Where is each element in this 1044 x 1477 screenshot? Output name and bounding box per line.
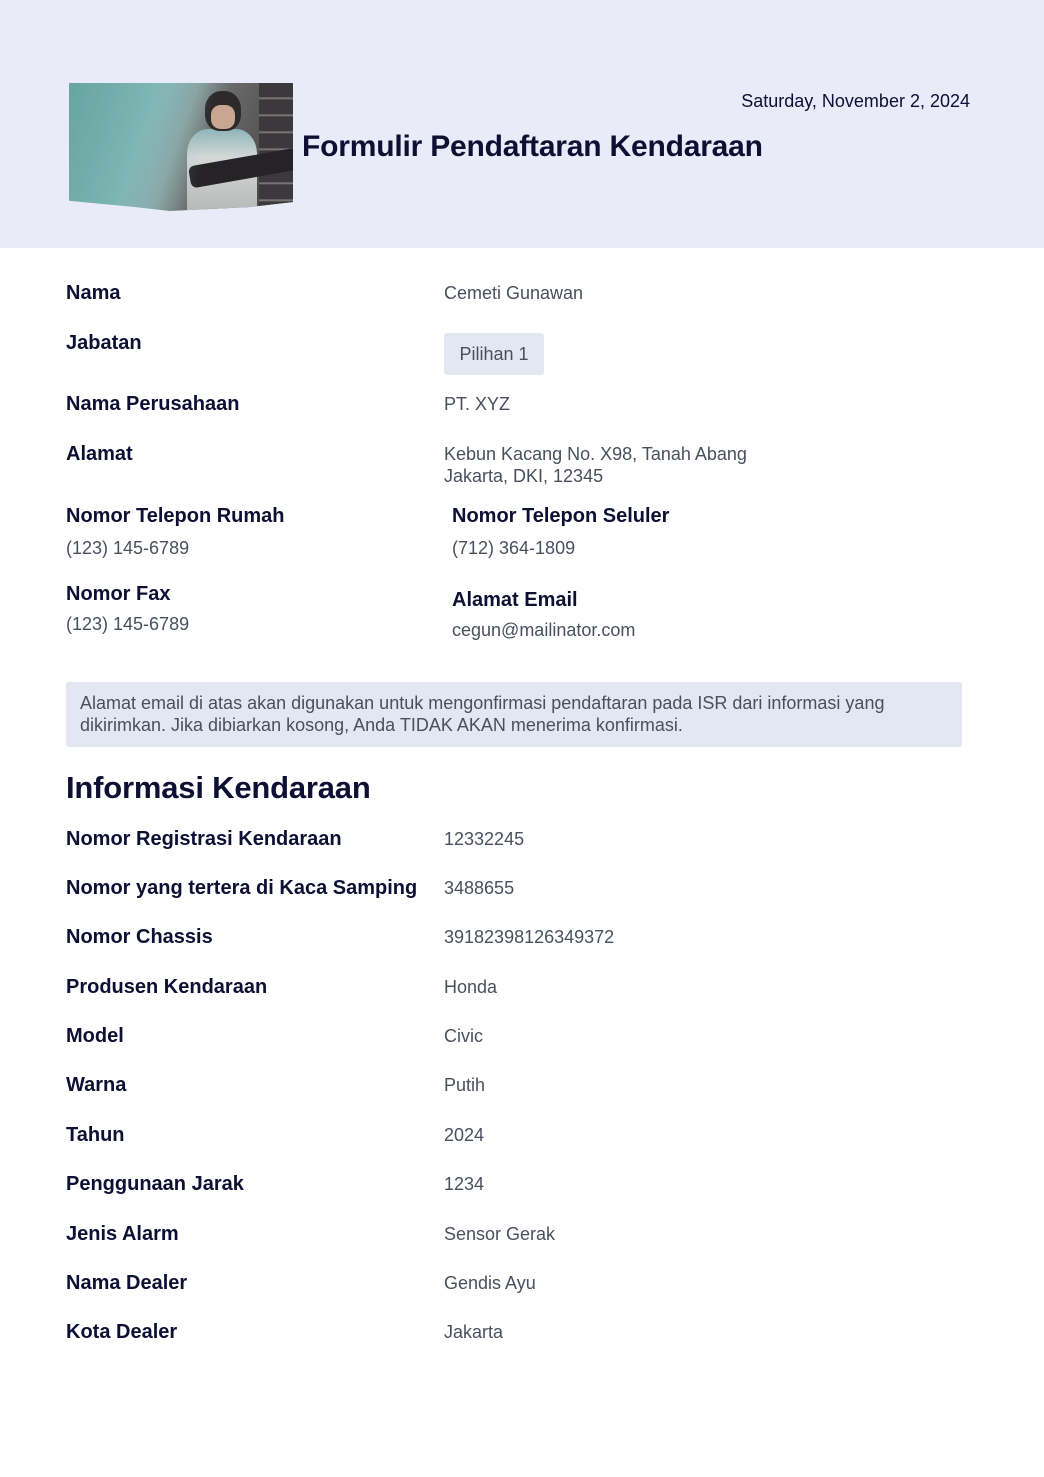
kaca-samping-value: 3488655 xyxy=(444,878,515,898)
jabatan-label: Jabatan xyxy=(66,332,142,354)
warna-label: Warna xyxy=(66,1074,127,1096)
kaca-samping-label: Nomor yang tertera di Kaca Samping xyxy=(66,877,418,899)
email-notice: Alamat email di atas akan digunakan untuk mengonfirmasi pendaftaran pada ISR dari informasi yang dikirimkan. Jika dibiarkan kosong, Anda TIDAK AKAN menerima konfirmasi. xyxy=(66,682,962,747)
telepon-rumah-value: (123) 145-6789 xyxy=(66,538,190,558)
header-photo xyxy=(69,83,293,211)
alamat-line2: Jakarta, DKI, 12345 xyxy=(444,466,604,486)
header-date: Saturday, November 2, 2024 xyxy=(741,91,970,111)
email-label: Alamat Email xyxy=(452,589,578,611)
vehicle-section-title: Informasi Kendaraan xyxy=(66,770,371,805)
jarak-label: Penggunaan Jarak xyxy=(66,1173,244,1195)
chassis-value: 39182398126349372 xyxy=(444,927,615,947)
nama-label: Nama xyxy=(66,282,121,304)
perusahaan-label: Nama Perusahaan xyxy=(66,393,240,415)
jarak-value: 1234 xyxy=(444,1174,485,1194)
photo-overlay xyxy=(69,83,293,211)
alarm-label: Jenis Alarm xyxy=(66,1223,179,1245)
page-title: Formulir Pendaftaran Kendaraan xyxy=(302,130,763,163)
registrasi-value: 12332245 xyxy=(444,829,525,849)
alamat-label: Alamat xyxy=(66,443,133,465)
fax-label: Nomor Fax xyxy=(66,583,171,605)
header-banner xyxy=(0,0,1044,248)
email-value: cegun@mailinator.com xyxy=(452,620,636,640)
registrasi-label: Nomor Registrasi Kendaraan xyxy=(66,828,342,850)
warna-value: Putih xyxy=(444,1075,486,1095)
telepon-seluler-value: (712) 364-1809 xyxy=(452,538,576,558)
dealer-city-value: Jakarta xyxy=(444,1322,504,1342)
produsen-label: Produsen Kendaraan xyxy=(66,976,268,998)
telepon-seluler-label: Nomor Telepon Seluler xyxy=(452,505,670,527)
chassis-label: Nomor Chassis xyxy=(66,926,213,948)
perusahaan-value: PT. XYZ xyxy=(444,394,511,414)
jabatan-chip xyxy=(444,333,544,375)
fax-value: (123) 145-6789 xyxy=(66,614,190,634)
alarm-value: Sensor Gerak xyxy=(444,1224,556,1244)
dealer-name-value: Gendis Ayu xyxy=(444,1273,536,1293)
model-value: Civic xyxy=(444,1026,483,1046)
produsen-value: Honda xyxy=(444,977,498,997)
telepon-rumah-label: Nomor Telepon Rumah xyxy=(66,505,285,527)
alamat-line1: Kebun Kacang No. X98, Tanah Abang xyxy=(444,444,747,464)
model-label: Model xyxy=(66,1025,124,1047)
tahun-value: 2024 xyxy=(444,1125,485,1145)
dealer-city-label: Kota Dealer xyxy=(66,1321,178,1343)
dealer-name-label: Nama Dealer xyxy=(66,1272,188,1294)
jabatan-value: Pilihan 1 xyxy=(459,343,529,364)
tahun-label: Tahun xyxy=(66,1124,125,1146)
nama-value: Cemeti Gunawan xyxy=(444,283,584,303)
